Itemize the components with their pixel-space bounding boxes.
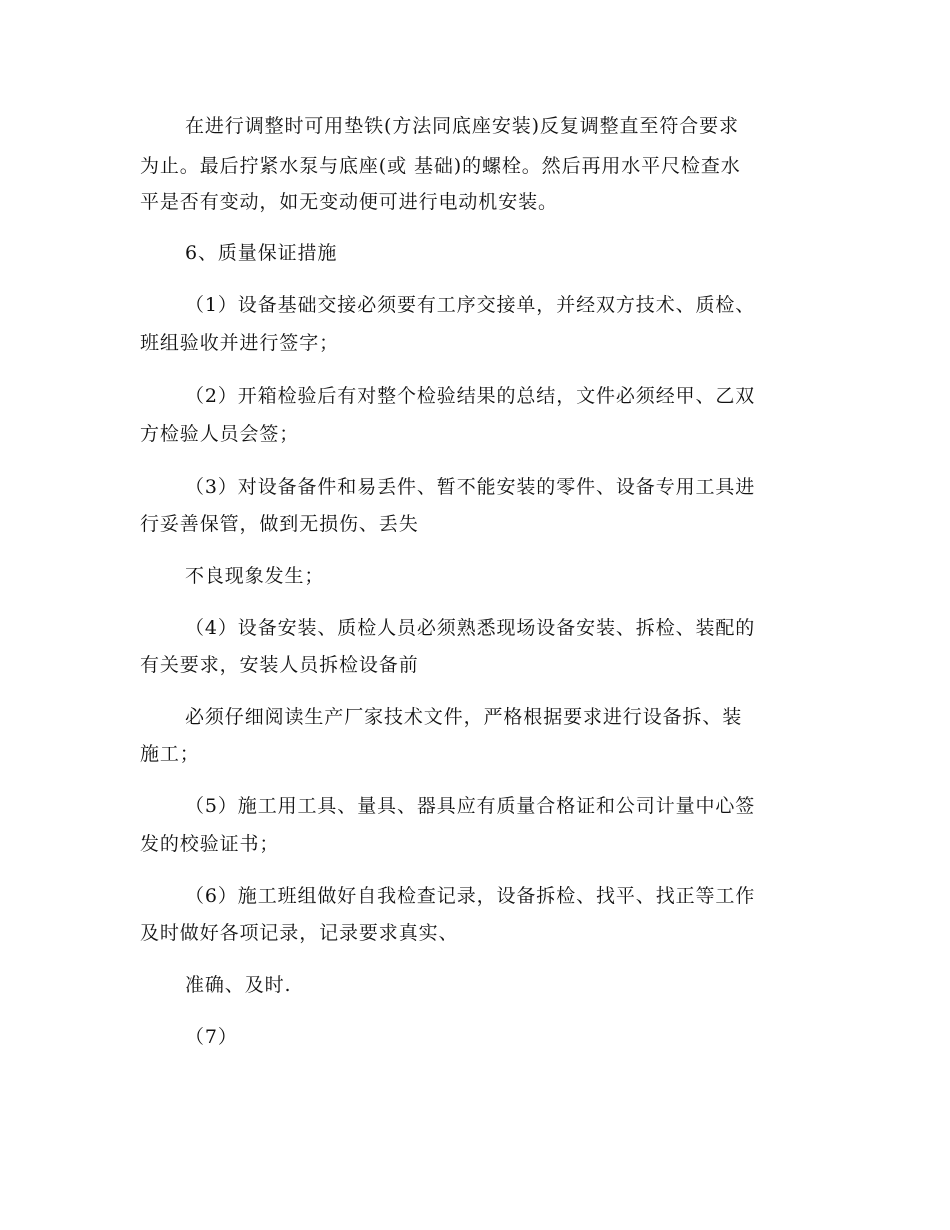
text-line-3: 平是否有变动，如无变动便可进行电动机安装。 <box>140 191 558 213</box>
text-line-item-6b: 及时做好各项记录，记录要求真实、 <box>140 922 459 944</box>
text-line-item-4d: 施工； <box>140 743 200 765</box>
text-line-item-3b: 行妥善保管，做到无损伤、丢失 <box>140 513 419 535</box>
text-line-item-2a: （2）开箱检验后有对整个检验结果的总结，文件必须经甲、乙双 <box>185 385 756 407</box>
text-line-1: 在进行调整时可用垫铁(方法同底座安装)反复调整直至符合要求 <box>185 115 739 137</box>
text-line-item-3c: 不良现象发生； <box>185 565 325 587</box>
text-line-item-5b: 发的校验证书； <box>140 833 280 855</box>
text-line-item-4a: （4）设备安装、质检人员必须熟悉现场设备安装、拆检、装配的 <box>185 617 756 639</box>
text-line-item-1a: （1）设备基础交接必须要有工序交接单，并经双方技术、质检、 <box>185 294 756 316</box>
text-line-2: 为止。最后拧紧水泵与底座(或 基础)的螺栓。然后再用水平尺检查水 <box>140 155 741 177</box>
text-line-item-6c: 准确、及时. <box>185 974 292 996</box>
text-line-item-6a: （6）施工班组做好自我检查记录，设备拆检、找平、找正等工作 <box>185 885 756 907</box>
text-line-item-1b: 班组验收并进行签字； <box>140 332 340 354</box>
text-line-item-7: （7） <box>185 1026 238 1048</box>
text-line-item-4c: 必须仔细阅读生产厂家技术文件，严格根据要求进行设备拆、装 <box>185 706 743 728</box>
section-heading: 6、质量保证措施 <box>185 242 338 264</box>
text-line-item-2b: 方检验人员会签； <box>140 423 300 445</box>
text-line-item-5a: （5）施工用工具、量具、器具应有质量合格证和公司计量中心签 <box>185 795 756 817</box>
text-line-item-4b: 有关要求，安装人员拆检设备前 <box>140 654 419 676</box>
text-line-item-3a: （3）对设备备件和易丢件、暂不能安装的零件、设备专用工具进 <box>185 476 756 498</box>
